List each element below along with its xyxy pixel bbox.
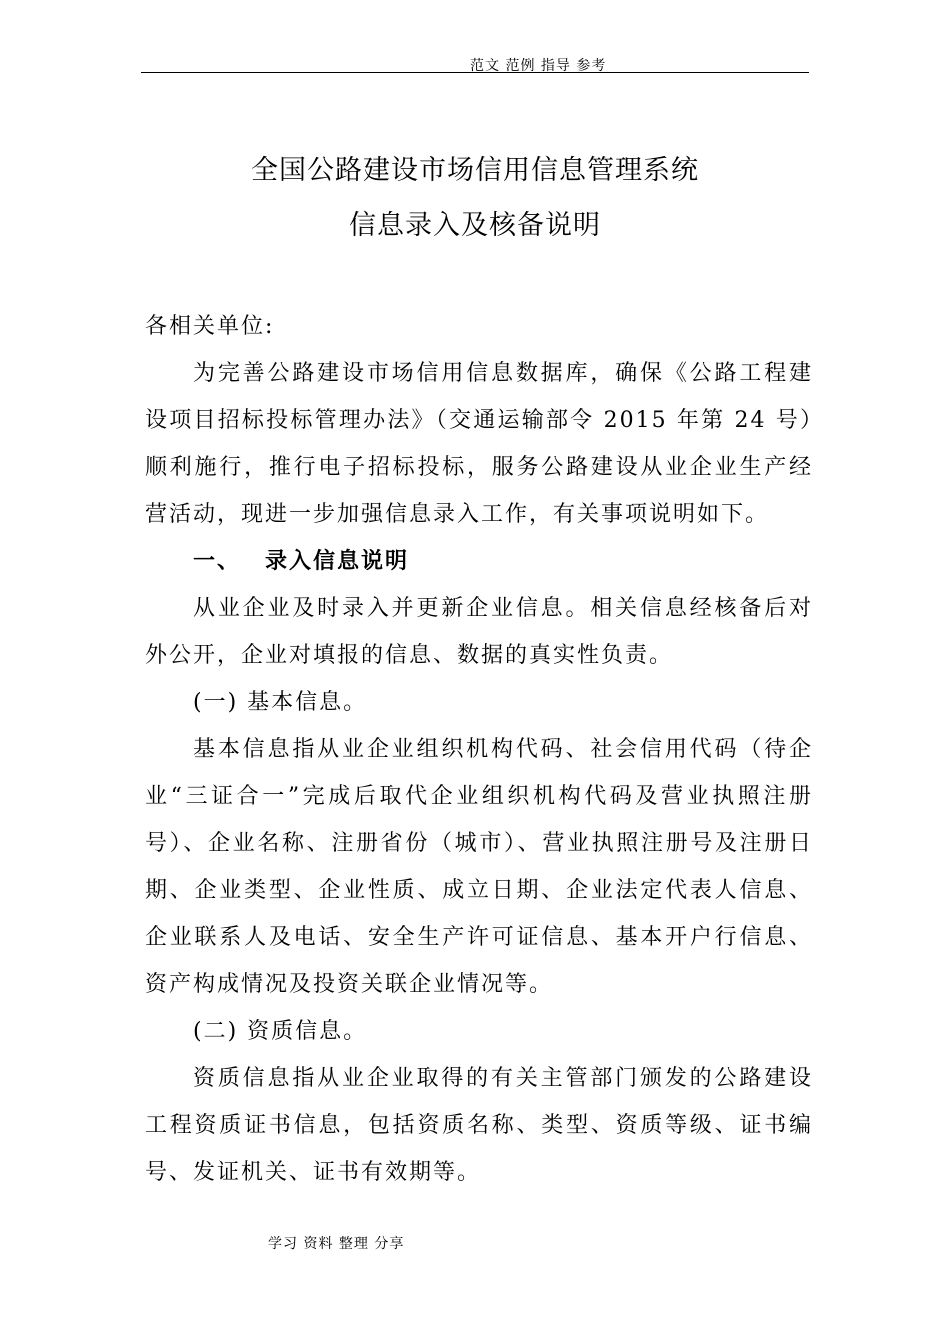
subsection-heading-qualification: (二) 资质信息。 (193, 1019, 368, 1044)
page-header: 范文 范例 指导 参考 (470, 58, 607, 74)
subsection-heading-basic: (一) 基本信息。 (193, 690, 368, 715)
salutation: 各相关单位: (145, 314, 275, 339)
header-rule (141, 72, 809, 73)
document-title: 全国公路建设市场信用信息管理系统 (251, 155, 699, 186)
section-heading (145, 538, 813, 585)
section-number: 一、 (193, 548, 242, 574)
basic-info-paragraph: 基本信息指从业企业组织机构代码、社会信用代码（待企业“三证合一”完成后取代企业组织机构代码及营业执照注册号）、企业名称、注册省份（城市）、营业执照注册号及注册日期、企业类型、企业性质、成立日期、企业法定代表人信息、企业联系人及电话、安全生产许可证信息、基本开户行信息、资产构成情况及投资关联企业情况等。 (145, 737, 813, 997)
intro-paragraph: 为完善公路建设市场信用信息数据库，确保《公路工程建设项目招标投标管理办法》（交通运输部令 2015 年第 24 号）顺利施行，推行电子招标投标，服务公路建设从业企业生产经营活动，现进一步加强信息录入工作，有关事项说明如下。 (145, 361, 813, 527)
document-body (145, 303, 813, 1196)
page-footer: 学习 资料 整理 分享 (268, 1236, 405, 1252)
section-title: 录入信息说明 (265, 548, 410, 574)
document-subtitle: 信息录入及核备说明 (349, 210, 601, 241)
qualification-paragraph: 资质信息指从业企业取得的有关主管部门颁发的公路建设工程资质证书信息，包括资质名称、类型、资质等级、证书编号、发证机关、证书有效期等。 (145, 1066, 813, 1185)
section-paragraph: 从业企业及时录入并更新企业信息。相关信息经核备后对外公开，企业对填报的信息、数据的真实性负责。 (145, 596, 813, 668)
